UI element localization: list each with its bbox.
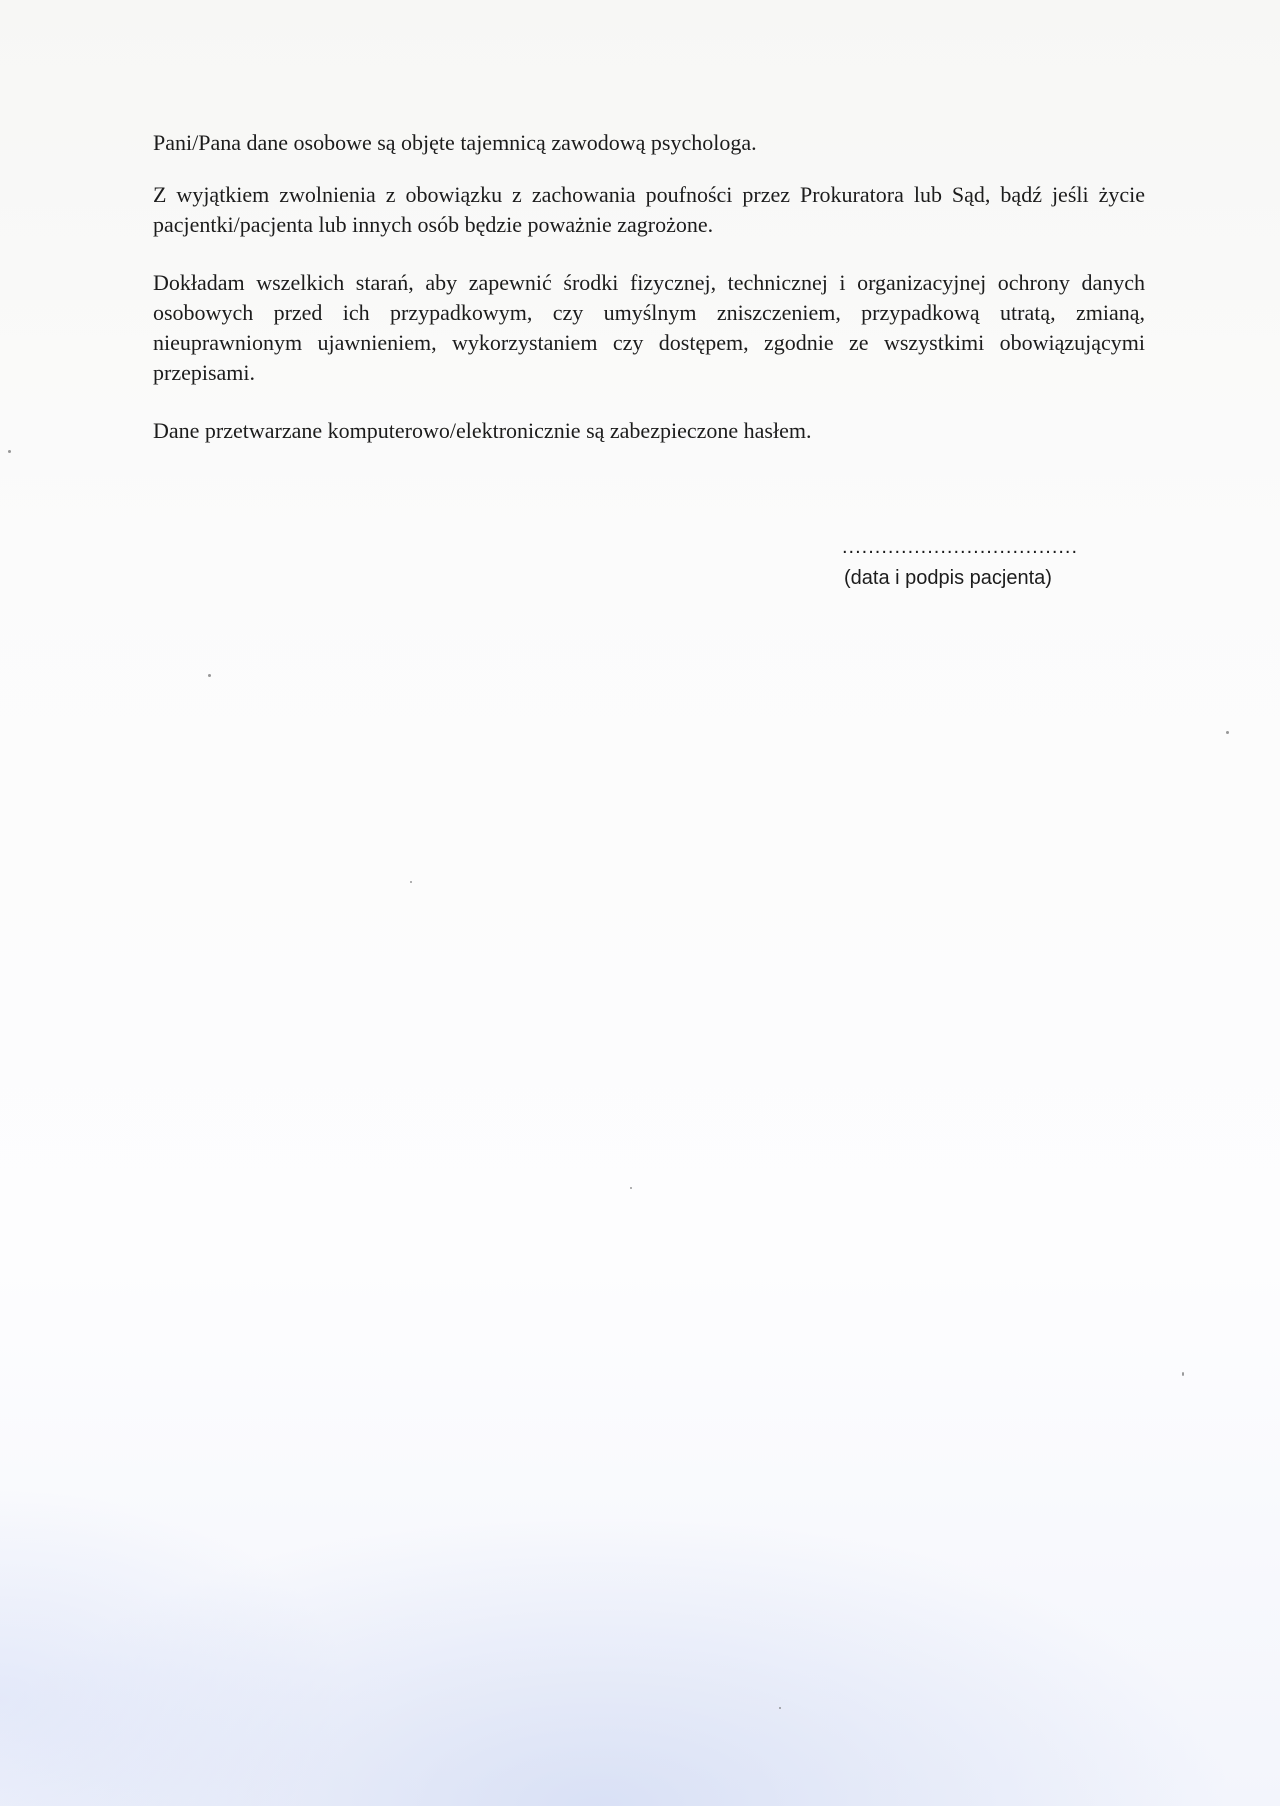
signature-block	[842, 535, 1142, 591]
paper-speck	[208, 674, 211, 677]
paragraph-password-protection: Dane przetwarzane komputerowo/elektronicznie są zabezpieczone hasłem.	[153, 418, 812, 443]
paragraph-data-protection: Dokładam wszelkich starań, aby zapewnić środki fizycznej, technicznej i organizacyjnej ochrony danych osobowych przed ich przypadkowym, czy umyślnym zniszczeniem, przypadkową utratą, zmianą, nieuprawnionym ujawnieniem, wykorzystaniem czy dostępem, zgodnie ze wszystkimi obowiązującymi przepisami.	[153, 270, 1145, 385]
paragraph-confidentiality: Pani/Pana dane osobowe są objęte tajemnicą zawodową psychologa.	[153, 130, 757, 155]
signature-line: ....................................	[842, 536, 1079, 558]
paragraph-exceptions: Z wyjątkiem zwolnienia z obowiązku z zachowania poufności przez Prokuratora lub Sąd, bądź jeśli życie pacjentki/pacjenta lub innych osób będzie poważnie zagrożone.	[153, 182, 1145, 237]
paper-speck	[630, 1187, 632, 1189]
document-body	[153, 128, 1145, 474]
paper-speck	[1182, 1372, 1184, 1376]
signature-label: (data i podpis pacjenta)	[844, 567, 1052, 589]
paper-speck	[1226, 731, 1229, 734]
paper-speck	[8, 450, 11, 453]
paper-speck	[410, 881, 412, 883]
paper-speck	[779, 1707, 781, 1709]
